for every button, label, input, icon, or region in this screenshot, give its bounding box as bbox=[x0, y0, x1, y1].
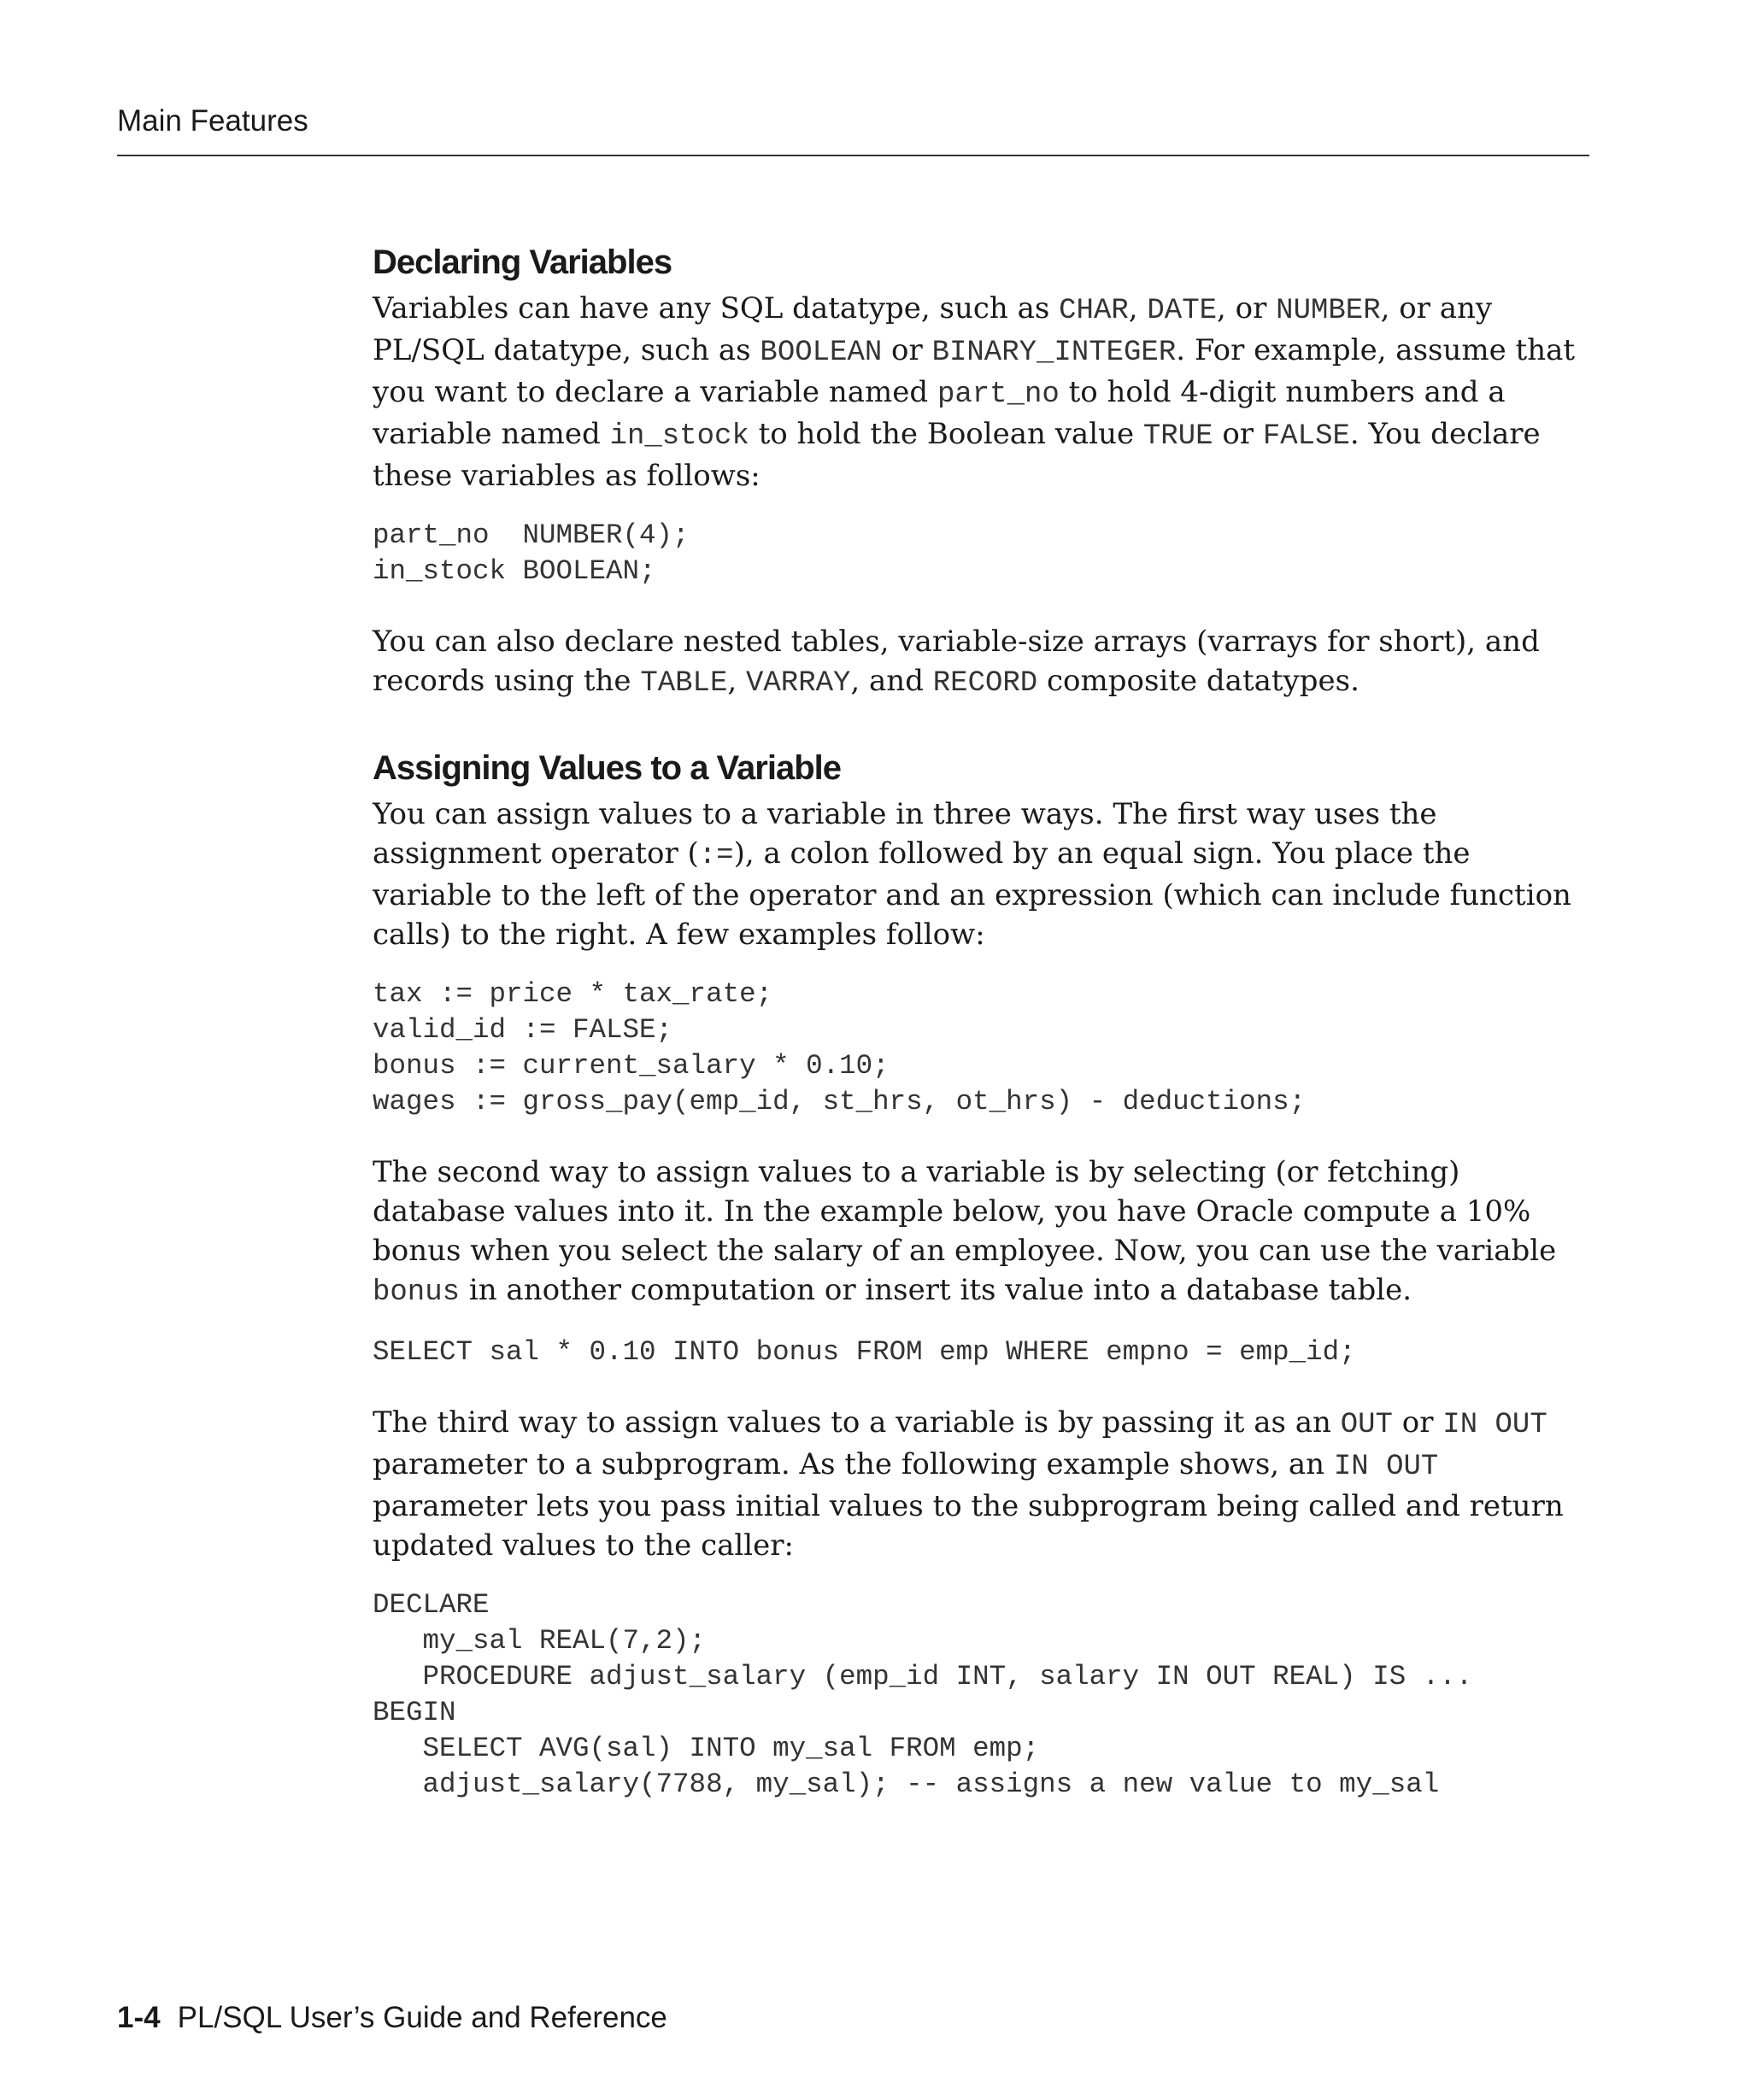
code-block-assignments: tax := price * tax_rate; valid_id := FALSE; bonus := current_salary * 0.10; wages := gross_pay(emp_id, st_hrs, ot_hrs) - deductions; bbox=[373, 978, 1307, 1117]
text-run: . For example, assume that you want to declare a variable named bbox=[373, 333, 1576, 409]
text-run: The second way to assign values to a variable is by selecting (or fetching) database values into it. In the example below, you have Oracle compute a 10% bonus when you select the salary of an employee. Now, you can use the variable bbox=[373, 1155, 1557, 1268]
heading-assigning-values: Assigning Values to a Variable bbox=[373, 749, 841, 787]
text-run: , or any PL/SQL datatype, such as bbox=[373, 291, 1493, 367]
assigning-paragraph-3 bbox=[373, 1403, 1594, 1565]
page-number: 1-4 bbox=[117, 2001, 161, 2034]
text-run: , bbox=[727, 664, 746, 698]
text-run: or bbox=[1213, 417, 1263, 451]
inline-code: BOOLEAN bbox=[760, 337, 883, 369]
text-run: or bbox=[1392, 1405, 1443, 1440]
page-footer bbox=[117, 2001, 667, 2035]
inline-code: TRUE bbox=[1142, 420, 1213, 453]
inline-code: part_no bbox=[937, 378, 1060, 411]
text-run: parameter to a subprogram. As the following example shows, an bbox=[373, 1447, 1334, 1481]
text-run: , or bbox=[1217, 291, 1277, 326]
inline-code: RECORD bbox=[932, 667, 1038, 700]
text-run: , and bbox=[850, 664, 933, 698]
text-run: You can assign values to a variable in three ways. The first way uses the assignment operator ( bbox=[373, 797, 1437, 871]
inline-code: OUT bbox=[1340, 1409, 1393, 1441]
heading-declaring-variables: Declaring Variables bbox=[373, 243, 672, 281]
code-block-select-into: SELECT sal * 0.10 INTO bonus FROM emp WHERE empno = emp_id; bbox=[373, 1336, 1356, 1368]
text-run: to hold the Boolean value bbox=[749, 417, 1143, 451]
page-content bbox=[373, 243, 1594, 1835]
inline-code: DATE bbox=[1147, 295, 1218, 327]
inline-code: FALSE bbox=[1262, 420, 1350, 453]
text-run: ), a colon followed by an equal sign. You place the variable to the left of the operator and an expression (which can include function calls) to the right. A few examples follow: bbox=[373, 836, 1571, 952]
text-run: . You declare these variables as follows: bbox=[373, 417, 1541, 493]
inline-code: NUMBER bbox=[1276, 295, 1381, 327]
assigning-paragraph-2 bbox=[373, 1153, 1594, 1312]
text-run: composite datatypes. bbox=[1037, 664, 1359, 698]
running-header: Main Features bbox=[117, 104, 308, 138]
text-run: or bbox=[882, 333, 932, 367]
inline-code: TABLE bbox=[640, 667, 728, 700]
text-run: The third way to assign values to a variable is by passing it as an bbox=[373, 1405, 1341, 1440]
header-rule bbox=[117, 155, 1589, 156]
text-run: You can also declare nested tables, variable-size arrays (varrays for short), and records using the bbox=[373, 625, 1540, 698]
text-run: in another computation or insert its value into a database table. bbox=[460, 1273, 1412, 1307]
inline-code: IN OUT bbox=[1333, 1451, 1439, 1483]
text-run: Variables can have any SQL datatype, such as bbox=[373, 291, 1060, 326]
declaring-paragraph-2 bbox=[373, 622, 1594, 703]
text-run: parameter lets you pass initial values to the subprogram being called and return updated values to the caller: bbox=[373, 1489, 1564, 1563]
assigning-paragraph-1 bbox=[373, 795, 1594, 954]
text-run: to hold 4-digit numbers and a variable named bbox=[373, 375, 1506, 451]
inline-code: VARRAY bbox=[746, 667, 851, 700]
code-block-procedure: DECLARE my_sal REAL(7,2); PROCEDURE adjust_salary (emp_id INT, salary IN OUT REAL) IS ... BEGIN SELECT AVG(sal) INTO my_sal FROM emp; adjust_salary(7788, my_sal); -- assigns a new value to my_sal bbox=[373, 1589, 1473, 1800]
inline-code: IN OUT bbox=[1442, 1409, 1547, 1441]
inline-code: bonus bbox=[373, 1276, 461, 1309]
inline-code: CHAR bbox=[1059, 295, 1129, 327]
inline-code: in_stock bbox=[609, 420, 749, 453]
text-run: , bbox=[1128, 291, 1148, 326]
code-block-declarations: part_no NUMBER(4); in_stock BOOLEAN; bbox=[373, 519, 690, 587]
declaring-paragraph-1 bbox=[373, 289, 1594, 496]
book-title: PL/SQL User’s Guide and Reference bbox=[177, 2001, 667, 2034]
inline-code: BINARY_INTEGER bbox=[931, 337, 1177, 369]
inline-code: := bbox=[698, 840, 734, 872]
